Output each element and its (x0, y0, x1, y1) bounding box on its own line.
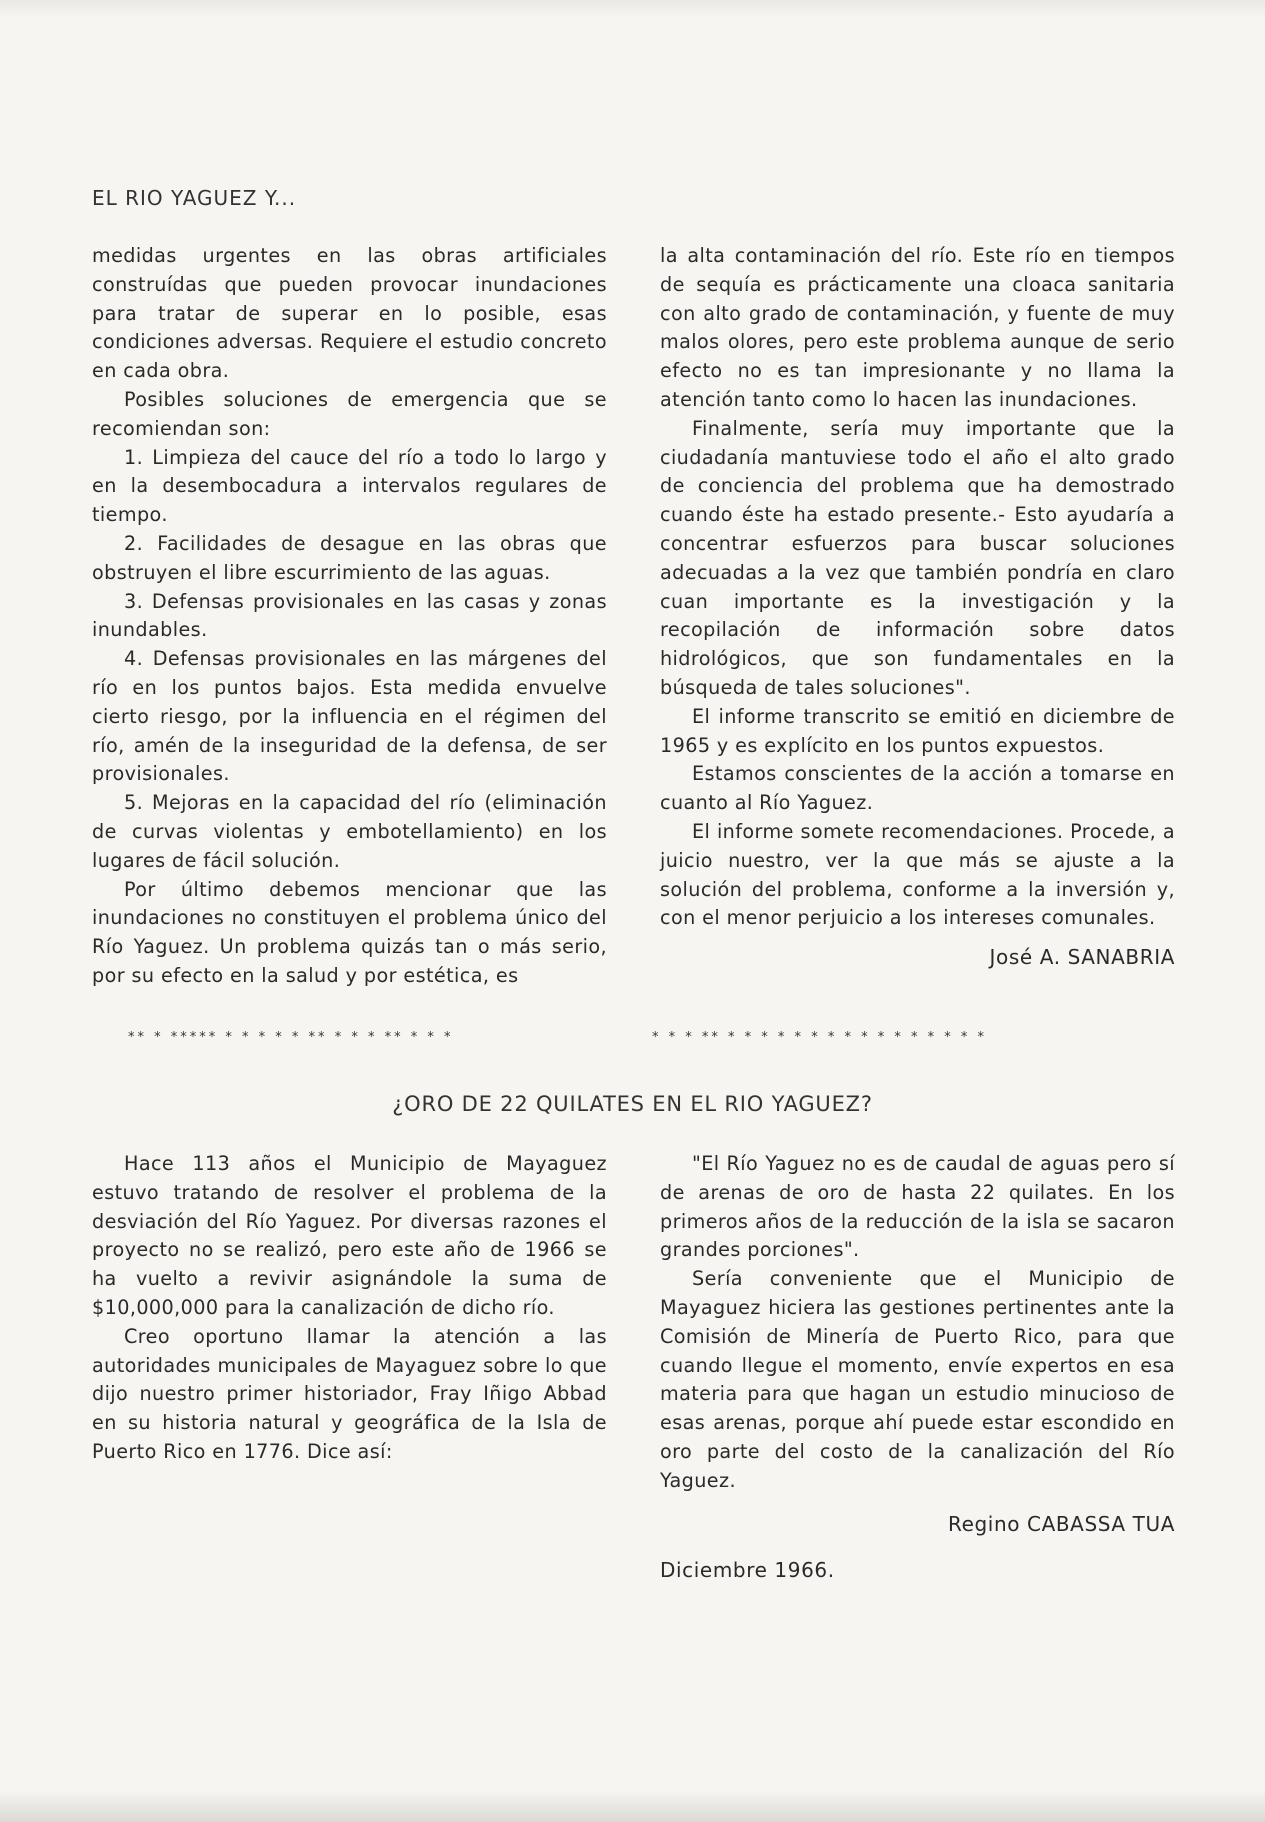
separator-left: ** * ***** * * * * * ** * * * ** * * * (128, 1030, 454, 1045)
article2-left-column (92, 1150, 607, 1467)
article2-title: ¿ORO DE 22 QUILATES EN EL RIO YAGUEZ? (392, 1092, 873, 1116)
paragraph: medidas urgentes en las obras artificiales construídas que pueden provocar inundaciones para tratar de superar en lo posible, esas condiciones adversas. Requiere el estudio concreto en cada obra. (92, 244, 607, 383)
paragraph: El informe somete recomendaciones. Procede, a juicio nuestro, ver la que más se ajuste a la solución del problema, conforme a la inversión y, con el menor perjuicio a los intereses comunales. (660, 819, 1175, 930)
paragraph: la alta contaminación del río. Este río en tiempos de sequía es prácticamente una cloaca sanitaria con alto grado de contaminación, y fuente de muy malos olores, pero este problema aunque de serio efecto no es tan impresionante y no llama la atención tanto como lo hacen las inundaciones. (660, 244, 1175, 411)
list-item: 2. Facilidades de desague en las obras que obstruyen el libre escurrimiento de las aguas. (92, 531, 607, 584)
list-item: 5. Mejoras en la capacidad del río (eliminación de curvas violentas y embotellamiento) en los lugares de fácil solución. (92, 791, 607, 872)
paragraph: Posibles soluciones de emergencia que se recomiendan son: (92, 387, 607, 440)
article2-signature: Regino CABASSA TUA (947, 1511, 1175, 1536)
article1-signature: José A. SANABRIA (989, 945, 1175, 970)
paragraph: "El Río Yaguez no es de caudal de aguas pero sí de arenas de oro de hasta 22 quilates. En los primeros años de la reducción de la isla se sacaron grandes porciones". (660, 1152, 1175, 1262)
list-item: 4. Defensas provisionales en las márgenes del río en los puntos bajos. Esta medida envuelve cierto riesgo, por la influencia en el régimen del río, amén de la inseguridad de la defensa, de ser provisionales. (92, 647, 607, 786)
paragraph: Hace 113 años el Municipio de Mayaguez estuvo tratando de resolver el problema de la desviación del Río Yaguez. Por diversas razones el proyecto no se realizó, pero este año de 1966 se ha vuelto a revivir asignándole la suma de $10,000,000 para la canalización de dicho río. (92, 1152, 607, 1319)
paragraph: Por último debemos mencionar que las inundaciones no constituyen el problema único del Río Yaguez. Un problema quizás tan o más serio, por su efecto en la salud y por estética, es (92, 877, 607, 987)
article2-date: Diciembre 1966. (660, 1558, 835, 1583)
article2-right-column (660, 1150, 1175, 1585)
separator-right: * * * ** * * * * * * * * * * * * * * * * (652, 1030, 988, 1045)
article1-right-column (660, 242, 1175, 972)
paragraph: Sería conveniente que el Municipio de Mayaguez hiciera las gestiones pertinentes ante la Comisión de Minería de Puerto Rico, para que cuando llegue el momento, envíe expertos en esa materia para que hagan un estudio minucioso de esas arenas, porque ahí puede estar escondido en oro parte del costo de la canalización del Río Yaguez. (660, 1267, 1175, 1492)
paragraph: Creo oportuno llamar la atención a las autoridades municipales de Mayaguez sobre lo que dijo nuestro primer historiador, Fray Iñigo Abbad en su historia natural y geográfica de la Isla de Puerto Rico en 1776. Dice así: (92, 1324, 607, 1463)
list-item: 3. Defensas provisionales en las casas y zonas inundables. (92, 589, 607, 642)
list-item: 1. Limpieza del cauce del río a todo lo largo y en la desembocadura a intervalos regulares de tiempo. (92, 445, 607, 527)
paragraph: Finalmente, sería muy importante que la ciudadanía mantuviese todo el año el alto grado de conciencia del problema que ha demostrado cuando éste ha estado presente.- Esto ayudaría a concentrar esfuerzos para buscar soluciones adecuadas a la vez que también pondría en claro cuan importante es la investigación y la recopilación de información sobre datos hidrológicos, que son fundamentales en la búsqueda de tales soluciones". (660, 416, 1175, 699)
paragraph: Estamos conscientes de la acción a tomarse en cuanto al Río Yaguez. (660, 762, 1175, 815)
article1-left-column (92, 242, 607, 991)
paragraph: El informe transcrito se emitió en diciembre de 1965 y es explícito en los puntos expuestos. (660, 704, 1175, 757)
running-header: EL RIO YAGUEZ Y... (92, 186, 297, 210)
